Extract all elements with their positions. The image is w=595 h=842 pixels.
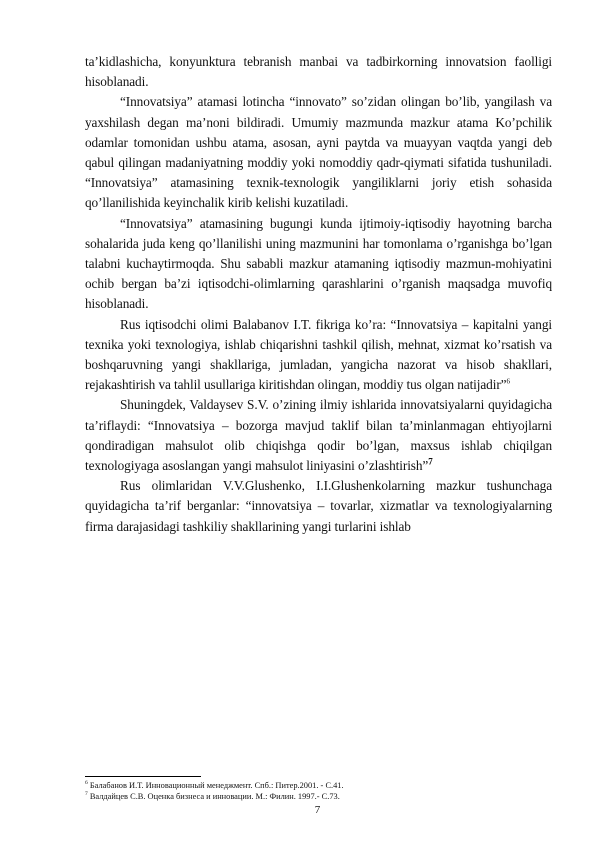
- footnote-6: $^6$ Балабанов И.Т. Инновационный менеджмент. Спб.: Питер.2001. - С.41.: [85, 780, 344, 790]
- footnote-separator: [85, 776, 201, 777]
- page-body: [85, 52, 552, 537]
- paragraph-innovatsiya-etymology: “Innovatsiya” atamasi lotincha “innovato” so’zidan olingan bo’lib, yangilash va yaxshilash degan ma’noni bildiradi. Umumiy mazmunda mazkur atama Ko’pchilik odamlar tomonidan ushbu atama, asosan, ayni paytda va muayyan vaqtda yangi deb qabul qilingan madaniyatning moddiy yoki nomoddiy qadr-qiymati sifatida tushuniladi. “Innovatsiya” atamasining texnik-texnologik yangiliklarni joriy etish sohasida qo’llanilishida keyinchalik kirib kelishi kuzatiladi.: [85, 94, 552, 211]
- paragraph-continuation: ta’kidlashicha, konyunktura tebranish manbai va tadbirkorning innovatsion faolligi hisoblanadi.: [85, 54, 552, 90]
- footnote-ref-7: 7: [428, 456, 433, 467]
- footnote-ref-6: 6: [506, 377, 510, 386]
- paragraph-valdaysev-definition: Shuningdek, Valdaysev S.V. o’zining ilmiy ishlarida innovatsiyalarni quyidagicha ta’riflaydi: “Innovatsiya – bozorga mavjud taklif bilan ta’minlanmagan ehtiyojlarni qondiradigan mahsulot olib chiqishga qodir bo’lgan, maxsus ishlab chiqilgan texnologiyaga asoslangan yangi mahsulot liniyasini o’zlashtirish”$^7$: [85, 397, 552, 474]
- paragraph-glushenko-definition: Rus olimlaridan V.V.Glushenko, I.I.Glushenkolarning mazkur tushunchaga quyidagicha ta’rif berganlar: “innovatsiya – tovarlar, xizmatlar va texnologiyalarning firma darajasidagi tashkiliy shakllarining yangi turlarini ishlab: [85, 478, 552, 534]
- footnotes: [85, 780, 552, 802]
- paragraph-innovatsiya-usage: “Innovatsiya” atamasining bugungi kunda ijtimoiy-iqtisodiy hayotning barcha sohalarida juda keng qo’llanilishi uning mazmunini har tomonlama o’rganishga bo’lgan talabni kuchaytirmoqda. Shu sababli mazkur atamaning iqtisodiy mazmun-mohiyatini ochib bergan ba’zi iqtisodchi-olimlarning qarashlarini o’rganish maqsadga muvofiq hisoblanadi.: [85, 215, 552, 312]
- paragraph-balabanov-definition: Rus iqtisodchi olimi Balabanov I.T. fikriga ko’ra: “Innovatsiya – kapitalni yangi texnika yoki texnologiya, ishlab chiqarishni tashkil qilish, mehnat, xizmat ko’rsatish va boshqaruvning yangi shakllariga, jumladan, yangicha nazorat va hisob shakllari, rejakashtirish va tahlil usullariga kiritishdan olingan, moddiy tus olgan natijadir”$^6$: [85, 316, 552, 393]
- footnote-7: $^7$ Валдайцев С.В. Оценка бизнеса и инновации. М.: Филин. 1997.- С.73.: [85, 791, 340, 801]
- page-number: 7: [314, 804, 321, 816]
